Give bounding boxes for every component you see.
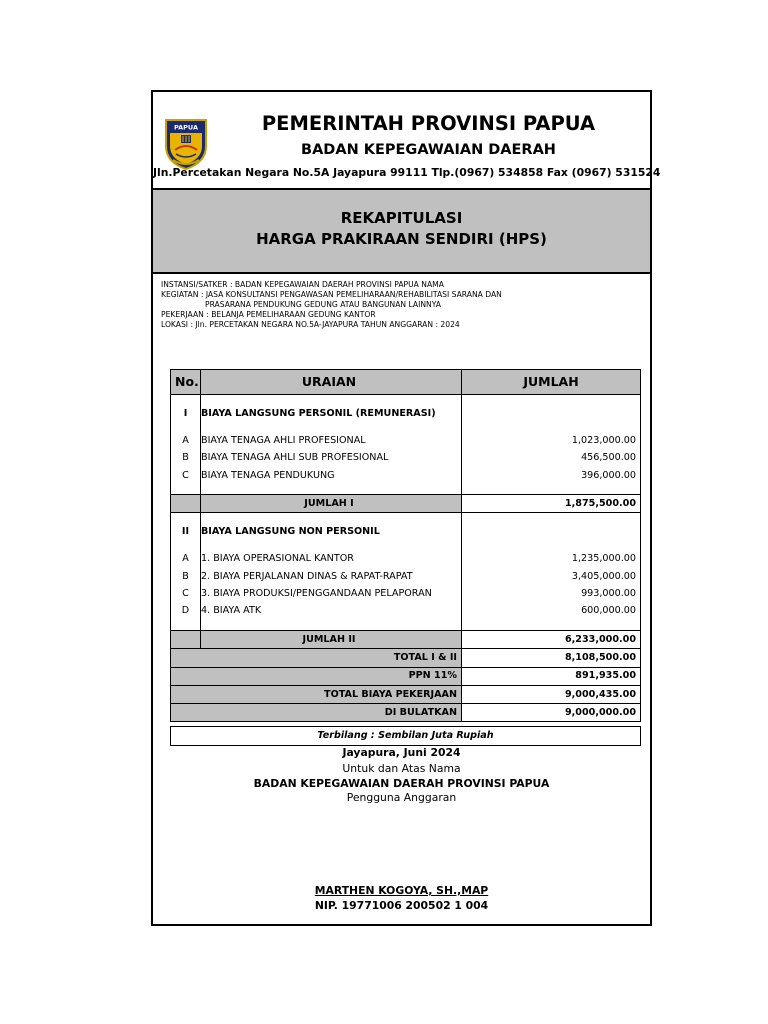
row-no: A xyxy=(171,551,201,568)
row-no: B xyxy=(171,450,201,467)
total-label: TOTAL I & II xyxy=(171,649,462,667)
section-row xyxy=(171,405,641,422)
government-title: PEMERINTAH PROVINSI PAPUA xyxy=(261,112,596,135)
row-amount: 600,000.00 xyxy=(462,603,641,620)
total-value: 891,935.00 xyxy=(462,667,641,685)
row-amount: 993,000.00 xyxy=(462,585,641,602)
terbilang-text: Terbilang : Sembilan Juta Rupiah xyxy=(171,727,641,746)
row-desc: BIAYA TENAGA PENDUKUNG xyxy=(201,467,462,484)
document-title-banner xyxy=(153,188,650,274)
total-value: 8,108,500.00 xyxy=(462,649,641,667)
row-amount: 3,405,000.00 xyxy=(462,568,641,585)
info-pekerjaan: PEKERJAAN : BELANJA PEMELIHARAAN GEDUNG KANTOR xyxy=(161,310,376,319)
row-desc: 3. BIAYA PRODUKSI/PENGGANDAAN PELAPORAN xyxy=(201,585,462,602)
info-kegiatan-cont: PRASARANA PENDUKUNG GEDUNG ATAU BANGUNAN LAINNYA xyxy=(205,300,441,309)
total-row xyxy=(171,649,641,667)
table-row xyxy=(171,450,641,467)
row-amount: 1,023,000.00 xyxy=(462,432,641,449)
signatory-name: MARTHEN KOGOYA, SH.,MAP xyxy=(314,884,489,897)
row-amount: 1,235,000.00 xyxy=(462,551,641,568)
row-no: A xyxy=(171,432,201,449)
total-label: PPN 11% xyxy=(171,667,462,685)
signatory-nip: NIP. 19771006 200502 1 004 xyxy=(314,899,489,912)
hps-recap-table xyxy=(170,369,641,746)
subtotal-value: 1,875,500.00 xyxy=(462,495,641,513)
banner-title-line2: HARGA PRAKIRAAN SENDIRI (HPS) xyxy=(256,230,547,248)
signature-role: Pengguna Anggaran xyxy=(346,791,457,804)
header-uraian: URAIAN xyxy=(201,370,462,395)
info-lokasi: LOKASI : Jln. PERCETAKAN NEGARA NO.5A-JAYAPURA TAHUN ANGGARAN : 2024 xyxy=(161,320,460,329)
row-no: C xyxy=(171,467,201,484)
banner-title-line1: REKAPITULASI xyxy=(340,209,463,227)
row-desc: BIAYA TENAGA AHLI SUB PROFESIONAL xyxy=(201,450,462,467)
row-no: B xyxy=(171,568,201,585)
header-no: No. xyxy=(171,370,201,395)
subtotal-value: 6,233,000.00 xyxy=(462,630,641,648)
table-row xyxy=(171,568,641,585)
signature-agency: BADAN KEPEGAWAIAN DAERAH PROVINSI PAPUA xyxy=(253,777,550,790)
section-title: BIAYA LANGSUNG NON PERSONIL xyxy=(201,523,462,540)
subtotal-row xyxy=(171,495,641,513)
section-no: I xyxy=(171,405,201,422)
row-desc: BIAYA TENAGA AHLI PROFESIONAL xyxy=(201,432,462,449)
row-no: C xyxy=(171,585,201,602)
row-desc: 4. BIAYA ATK xyxy=(201,603,462,620)
terbilang-row xyxy=(171,727,641,746)
table-row xyxy=(171,432,641,449)
header-jumlah: JUMLAH xyxy=(462,370,641,395)
row-desc: 2. BIAYA PERJALANAN DINAS & RAPAT-RAPAT xyxy=(201,568,462,585)
total-row xyxy=(171,704,641,722)
total-label: TOTAL BIAYA PEKERJAAN xyxy=(171,685,462,703)
svg-text:PAPUA: PAPUA xyxy=(173,123,199,132)
subtotal-label: JUMLAH II xyxy=(201,630,462,648)
row-no: D xyxy=(171,603,201,620)
table-row xyxy=(171,585,641,602)
section-no: II xyxy=(171,523,201,540)
signature-on-behalf: Untuk dan Atas Nama xyxy=(342,762,461,775)
signature-place-date: Jayapura, Juni 2024 xyxy=(342,746,461,759)
section-row xyxy=(171,523,641,540)
total-label: DI BULATKAN xyxy=(171,704,462,722)
total-value: 9,000,435.00 xyxy=(462,685,641,703)
total-row xyxy=(171,685,641,703)
total-row xyxy=(171,667,641,685)
subtotal-label: JUMLAH I xyxy=(201,495,462,513)
table-row xyxy=(171,603,641,620)
table-row xyxy=(171,551,641,568)
agency-subtitle: BADAN KEPEGAWAIAN DAERAH xyxy=(301,142,556,158)
total-value: 9,000,000.00 xyxy=(462,704,641,722)
document-page xyxy=(151,90,661,926)
info-instansi: INSTANSI/SATKER : BADAN KEPEGAWAIAN DAERAH PROVINSI PAPUA NAMA xyxy=(161,280,444,289)
section-title: BIAYA LANGSUNG PERSONIL (REMUNERASI) xyxy=(201,405,462,422)
row-amount: 396,000.00 xyxy=(462,467,641,484)
info-kegiatan: KEGIATAN : JASA KONSULTANSI PENGAWASAN PEMELIHARAAN/REHABILITASI SARANA DAN xyxy=(161,290,502,299)
table-row xyxy=(171,467,641,484)
table-header-row xyxy=(171,370,641,395)
row-amount: 456,500.00 xyxy=(462,450,641,467)
subtotal-row xyxy=(171,630,641,648)
agency-address: Jln.Percetakan Negara No.5A Jayapura 99111 Tlp.(0967) 534858 Fax (0967) 531524 xyxy=(153,166,661,179)
row-desc: 1. BIAYA OPERASIONAL KANTOR xyxy=(201,551,462,568)
